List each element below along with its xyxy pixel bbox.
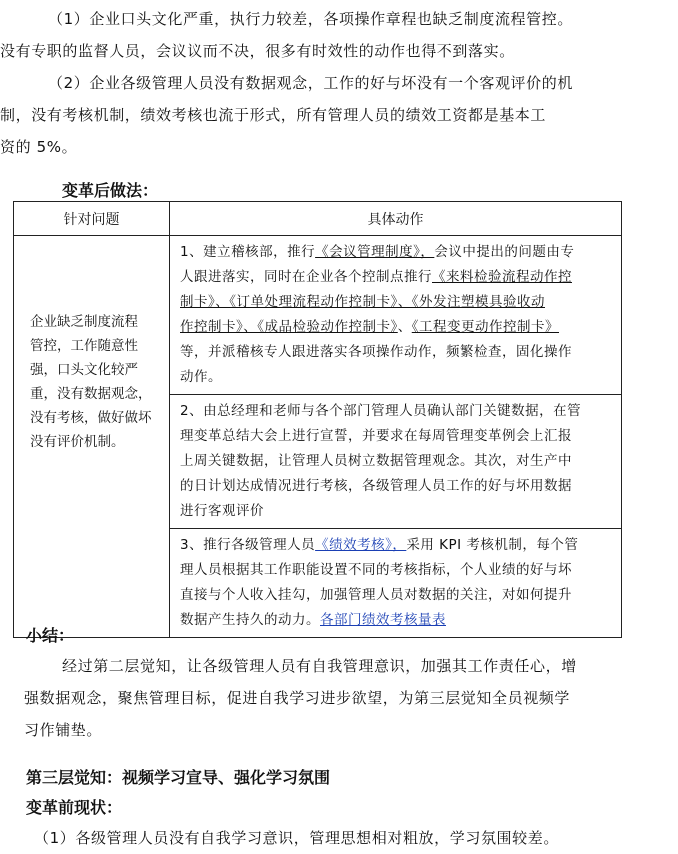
header-action: 具体动作 [170, 202, 622, 236]
action-line [180, 315, 613, 340]
summary-paragraph [0, 650, 678, 746]
text-line: 没有专职的监督人员，会议议而不决，很多有时效性的动作也得不到落实。 [0, 42, 515, 60]
action-line: 进行客观评价 [180, 503, 264, 519]
action-cell-3 [170, 529, 622, 638]
action-text: 3、推行各级管理人员 [180, 537, 316, 553]
problem-line: 企业缺乏制度流程 [30, 314, 138, 330]
before-change-heading: 变革前现状： [26, 798, 123, 817]
header-problem: 针对问题 [14, 202, 170, 236]
problem-cell [14, 236, 170, 638]
problem-line: 重，没有数据观念， [30, 386, 152, 402]
action-line: 2、由总经理和老师与各个部门管理人员确认部门关键数据，在管 [180, 403, 582, 419]
measures-table [13, 201, 622, 638]
text-line: 经过第二层觉知，让各级管理人员有自我管理意识，加强其工作责任心，增 [62, 657, 577, 675]
performance-review-link[interactable]: 《绩效考核》， [315, 537, 407, 553]
engineering-change-card-link[interactable]: 《工程变更动作控制卡》 [411, 319, 559, 335]
summary-heading: 小结： [26, 626, 75, 645]
problem-line: 管控，工作随意性 [30, 338, 138, 354]
meeting-policy-link[interactable]: 《会议管理制度》， [315, 244, 435, 260]
material-inspection-card-link[interactable]: 《来料检验流程动作控 [432, 269, 572, 285]
text-line: 资的 5%。 [0, 138, 78, 156]
action-line: 理变革总结大会上进行宣誓，并要求在每周管理变革例会上汇报 [180, 428, 572, 444]
action-line [180, 608, 613, 633]
action-cell-2 [170, 395, 622, 529]
table-header-row [14, 202, 622, 236]
problem-line: 强，口头文化较严 [30, 362, 138, 378]
action-text: 采用 KPI 考核机制，每个管 [406, 537, 579, 553]
paragraph-data-problem [0, 67, 678, 163]
after-change-heading: 变革后做法： [62, 181, 159, 200]
action-text: 人跟进落实，同时在企业各个控制点推行 [180, 269, 432, 285]
action-line [180, 240, 613, 265]
problem-line: 没有考核，做好做坏 [30, 410, 152, 426]
problem-line: 没有评价机制。 [30, 434, 125, 450]
text-line: （1）各级管理人员没有自我学习意识，管理思想相对粗放，学习氛围较差。 [34, 829, 559, 847]
control-cards-link[interactable]: 制卡》、《订单处理流程动作控制卡》、《外发注塑模具验收动 [180, 294, 545, 310]
text-line: 强数据观念，聚焦管理目标，促进自我学习进步欲望，为第三层觉知全员视频学 [24, 689, 571, 707]
text-line: 制，没有考核机制，绩效考核也流于形式，所有管理人员的绩效工资都是基本工 [0, 106, 547, 124]
action-line: 的日计划达成情况进行考核，各级管理人员工作的好与坏用数据 [180, 478, 572, 494]
action-text: 数据产生持久的动力。 [180, 612, 320, 628]
action-line: 动作。 [180, 369, 222, 385]
separator: 、 [397, 319, 412, 335]
action-cell-1 [170, 236, 622, 395]
level3-heading: 第三层觉知：视频学习宣导、强化学习氛围 [26, 768, 331, 787]
action-line: 直接与个人收入挂勾，加强管理人员对数据的关注，对如何提升 [180, 587, 572, 603]
action-line [180, 533, 613, 558]
action-line: 上周关键数据，让管理人员树立数据管理观念。其次，对生产中 [180, 453, 572, 469]
text-line: （2）企业各级管理人员没有数据观念，工作的好与坏没有一个客观评价的机 [48, 74, 573, 92]
action-line: 理人员根据其工作职能设置不同的考核指标，个人业绩的好与坏 [180, 562, 572, 578]
table-row [14, 236, 622, 395]
dept-kpi-table-link[interactable]: 各部门绩效考核量表 [320, 612, 446, 628]
action-line [180, 265, 613, 290]
paragraph-execution-problem [0, 3, 678, 67]
action-line: 等，并派稽核专人跟进落实各项操作动作，频繁检查，固化操作 [180, 344, 572, 360]
action-text: 会议中提出的问题由专 [434, 244, 575, 260]
paragraph-self-learning [0, 822, 674, 854]
text-line: （1）企业口头文化严重，执行力较差，各项操作章程也缺乏制度流程管控。 [48, 10, 573, 28]
finished-goods-card-link[interactable]: 作控制卡》、《成品检验动作控制卡》 [180, 319, 398, 335]
action-text: 1、建立稽核部，推行 [180, 244, 316, 260]
text-line: 习作铺垫。 [24, 721, 103, 739]
